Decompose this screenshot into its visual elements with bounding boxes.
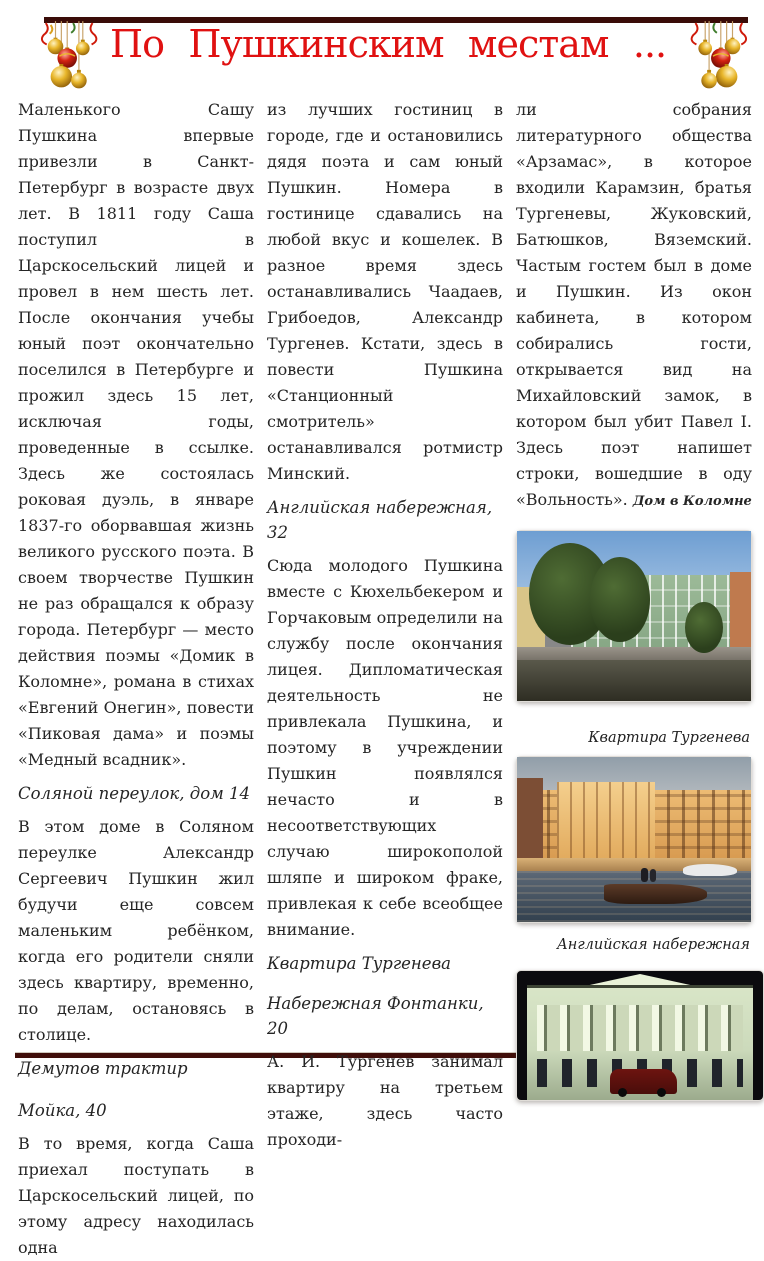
- photo-roofline: [527, 985, 753, 988]
- address-heading: Демутов трактир: [18, 1059, 188, 1078]
- paragraph: В то время, когда Саша приехал поступать в Царскосельский лицей, по этому адресу находилась одна: [18, 1134, 254, 1257]
- article-body: [18, 97, 754, 1257]
- photo-building: [517, 778, 543, 861]
- night-mansion-photo: [516, 970, 764, 1101]
- paragraph: [516, 97, 752, 515]
- page-title: По Пушкинским местам ...: [110, 22, 667, 66]
- photo-wooden-boat: [604, 884, 707, 904]
- paragraph: из лучших гостиниц в городе, где и остановились дядя поэта и сам юный Пушкин. Номера в гостинице сдавались на любой вкус и кошелек. В разное время здесь останавливались Чаадаев, Грибоедов, Александр Тургенев. Кстати, здесь в повести Пушкина «Станционный смотритель» останавливался ротмистр Минский.: [267, 100, 503, 483]
- paragraph-text: ли собрания литературного общества «Арзамас», в которое входили Карамзин, братья Тургеневы, Жуковский, Батюшков, Вяземский. Частым гостем был в доме и Пушкин. Из окон кабинета, в котором собирались гости, открывается вид на Михайловский замок, в котором был убит Павел I. Здесь поэт напишет строки, вошедшие в оду «Вольность».: [516, 100, 752, 509]
- photo-columns: [537, 1005, 744, 1051]
- christmas-ornaments-icon: [36, 21, 114, 109]
- photo-caption: Английская набережная: [556, 937, 750, 953]
- address-heading: Соляной переулок, дом 14: [18, 784, 251, 803]
- english-embankment-photo: [516, 756, 752, 923]
- photo-person: [641, 868, 648, 882]
- paragraph: А. И. Тургенев занимал квартиру на третьем этаже, здесь часто проходи-: [267, 1052, 503, 1149]
- photo-building: [730, 572, 751, 655]
- christmas-ornaments-icon: [674, 21, 752, 109]
- photo-water: [517, 660, 751, 701]
- photo-person: [650, 869, 656, 882]
- photo-tree: [590, 557, 651, 642]
- paragraph: Сюда молодого Пушкина вместе с Кюхельбекером и Горчаковым определили на службу после окончания лицея. Дипломатическая деятельность не привлекала Пушкина, и поэтому в учреждении Пушкин появлялся нечасто и в несоответствующих случаю широкополой шляпе и широком фраке, привлекая к себе всеобщее внимание.: [267, 556, 503, 939]
- text-column-3: [516, 97, 752, 1049]
- photo-caption: Квартира Тургенева: [588, 730, 750, 746]
- text-column-2: [267, 97, 503, 1149]
- text-column-1: [18, 97, 254, 1257]
- photo-building: [557, 782, 655, 862]
- address-heading: Английская набережная, 32: [267, 498, 493, 542]
- paragraph: В этом доме в Соляном переулке Александр Сергеевич Пушкин жил будучи еще совсем маленьким ребёнком, когда его родители сняли здесь квартиру, временно, по делам, остановясь в столице.: [18, 817, 254, 1044]
- photo-tree: [685, 602, 722, 653]
- address-heading: Набережная Фонтанки, 20: [267, 994, 484, 1038]
- photo-motorboat: [683, 864, 737, 876]
- paragraph: Маленького Сашу Пушкина впервые привезли в Санкт-Петербург в возрасте двух лет. В 1811 году Саша поступил в Царскосельский лицей и провел в нем шесть лет. После окончания учебы юный поэт окончательно поселился в Петербурге и прожил здесь 15 лет, исключая годы, проведенные в ссылке. Здесь же состоялась роковая дуэль, в январе 1837-го оборвавшая жизнь великого русского поэта. В своем творчестве Пушкин не раз обращался к образу города. Петербург — место действия поэмы «Домик в Коломне», романа в стихах «Евгений Онегин», повести «Пиковая дама» и поэмы «Медный всадник».: [18, 100, 254, 769]
- turgenev-apartment-photo: [516, 530, 752, 702]
- address-heading: Квартира Тургенева: [267, 954, 452, 973]
- address-heading: Мойка, 40: [18, 1101, 107, 1120]
- inline-photo-caption: Дом в Коломне: [632, 494, 752, 509]
